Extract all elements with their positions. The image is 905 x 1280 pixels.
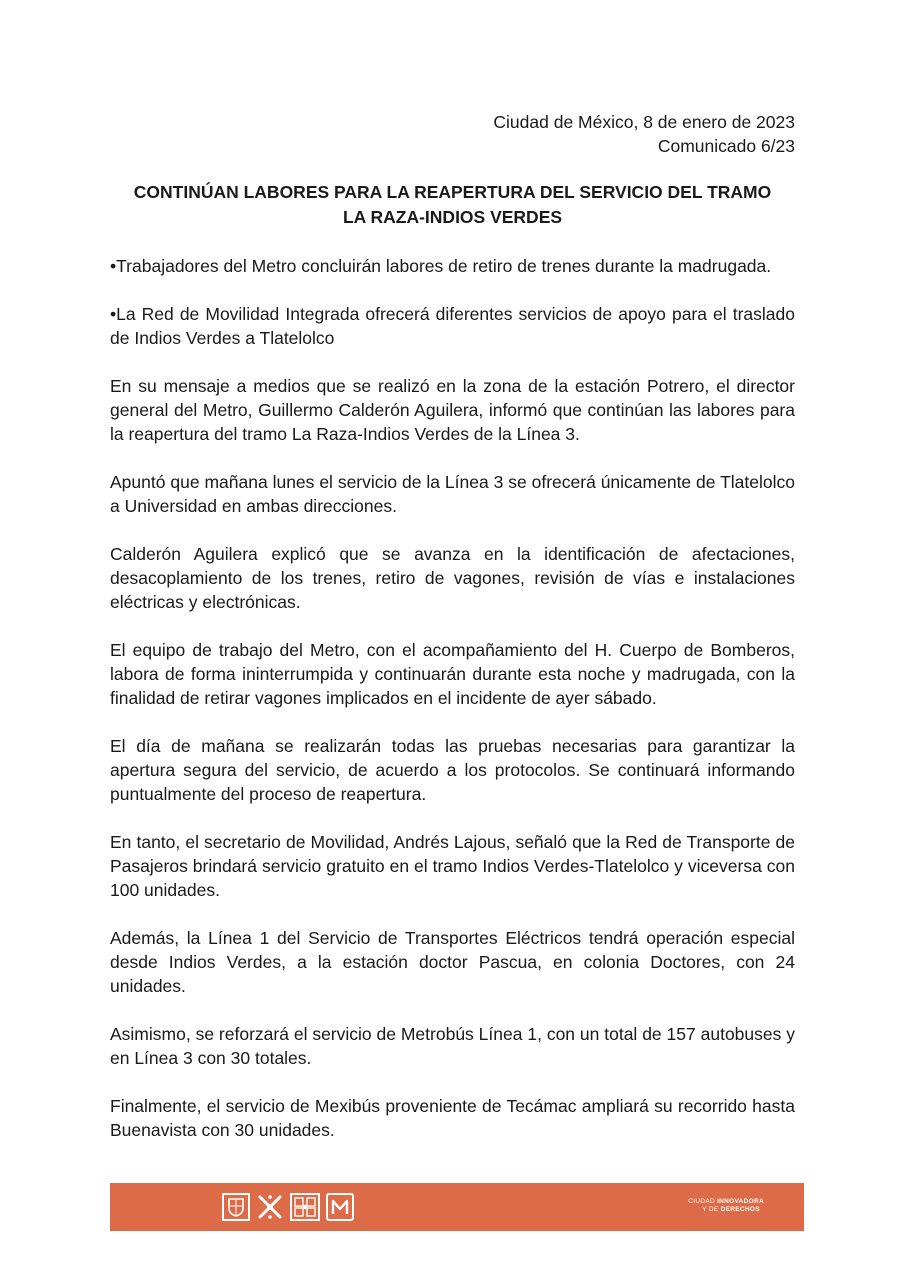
slogan-line-2: Y DE DERECHOS <box>702 1206 760 1213</box>
paragraph: En su mensaje a medios que se realizó en la zona de la estación Potrero, el director general del Metro, Guillermo Calderón Aguilera, informó que continúan las labores para la reapertura del tramo La Raza-Indios Verdes de la Línea 3. <box>110 376 795 444</box>
movilidad-icon <box>256 1193 284 1221</box>
footer-logos <box>222 1192 354 1222</box>
place-date: Ciudad de México, 8 de enero de 2023 <box>493 112 795 132</box>
paragraph: Asimismo, se reforzará el servicio de Metrobús Línea 1, con un total de 157 autobuses y en Línea 3 con 30 totales. <box>110 1024 795 1068</box>
slogan-line-1: CIUDAD INNOVADORA <box>688 1198 764 1205</box>
paragraph: Apuntó que mañana lunes el servicio de la Línea 3 se ofrecerá únicamente de Tlatelolco a Universidad en ambas direcciones. <box>110 472 795 516</box>
body-text <box>110 254 795 1166</box>
metro-icon <box>326 1193 354 1221</box>
paragraph: •La Red de Movilidad Integrada ofrecerá diferentes servicios de apoyo para el traslado de Indios Verdes a Tlatelolco <box>110 304 795 348</box>
paragraph: Además, la Línea 1 del Servicio de Transportes Eléctricos tendrá operación especial desde Indios Verdes, a la estación doctor Pascua, en colonia Doctores, con 24 unidades. <box>110 928 795 996</box>
pattern-icon <box>290 1193 320 1221</box>
page-title <box>110 180 795 230</box>
paragraph: El día de mañana se realizarán todas las pruebas necesarias para garantizar la apertura segura del servicio, de acuerdo a los protocolos. Se continuará informando puntualmente del proceso de reapertura. <box>110 736 795 804</box>
paragraph: Calderón Aguilera explicó que se avanza en la identificación de afectaciones, desacoplamiento de los trenes, retiro de vagones, revisión de vías e instalaciones eléctricas y electrónicas. <box>110 544 795 612</box>
footer-band <box>110 1183 804 1231</box>
title-line-2: LA RAZA-INDIOS VERDES <box>342 207 563 227</box>
paragraph: El equipo de trabajo del Metro, con el acompañamiento del H. Cuerpo de Bomberos, labora de forma ininterrumpida y continuarán durante esta noche y madrugada, con la finalidad de retirar vagones implicados en el incidente de ayer sábado. <box>110 640 795 708</box>
title-line-1: CONTINÚAN LABORES PARA LA REAPERTURA DEL SERVICIO DEL TRAMO <box>133 182 772 202</box>
cdmx-shield-icon <box>222 1193 250 1221</box>
paragraph: Finalmente, el servicio de Mexibús proveniente de Tecámac ampliará su recorrido hasta Buenavista con 30 unidades. <box>110 1096 795 1140</box>
paragraph: En tanto, el secretario de Movilidad, Andrés Lajous, señaló que la Red de Transporte de Pasajeros brindará servicio gratuito en el tramo Indios Verdes-Tlatelolco y viceversa con 100 unidades. <box>110 832 795 900</box>
footer-slogan <box>688 1198 764 1214</box>
release-number: Comunicado 6/23 <box>657 136 795 156</box>
paragraph: •Trabajadores del Metro concluirán labores de retiro de trenes durante la madrugada. <box>110 256 772 276</box>
header-meta <box>493 110 795 158</box>
